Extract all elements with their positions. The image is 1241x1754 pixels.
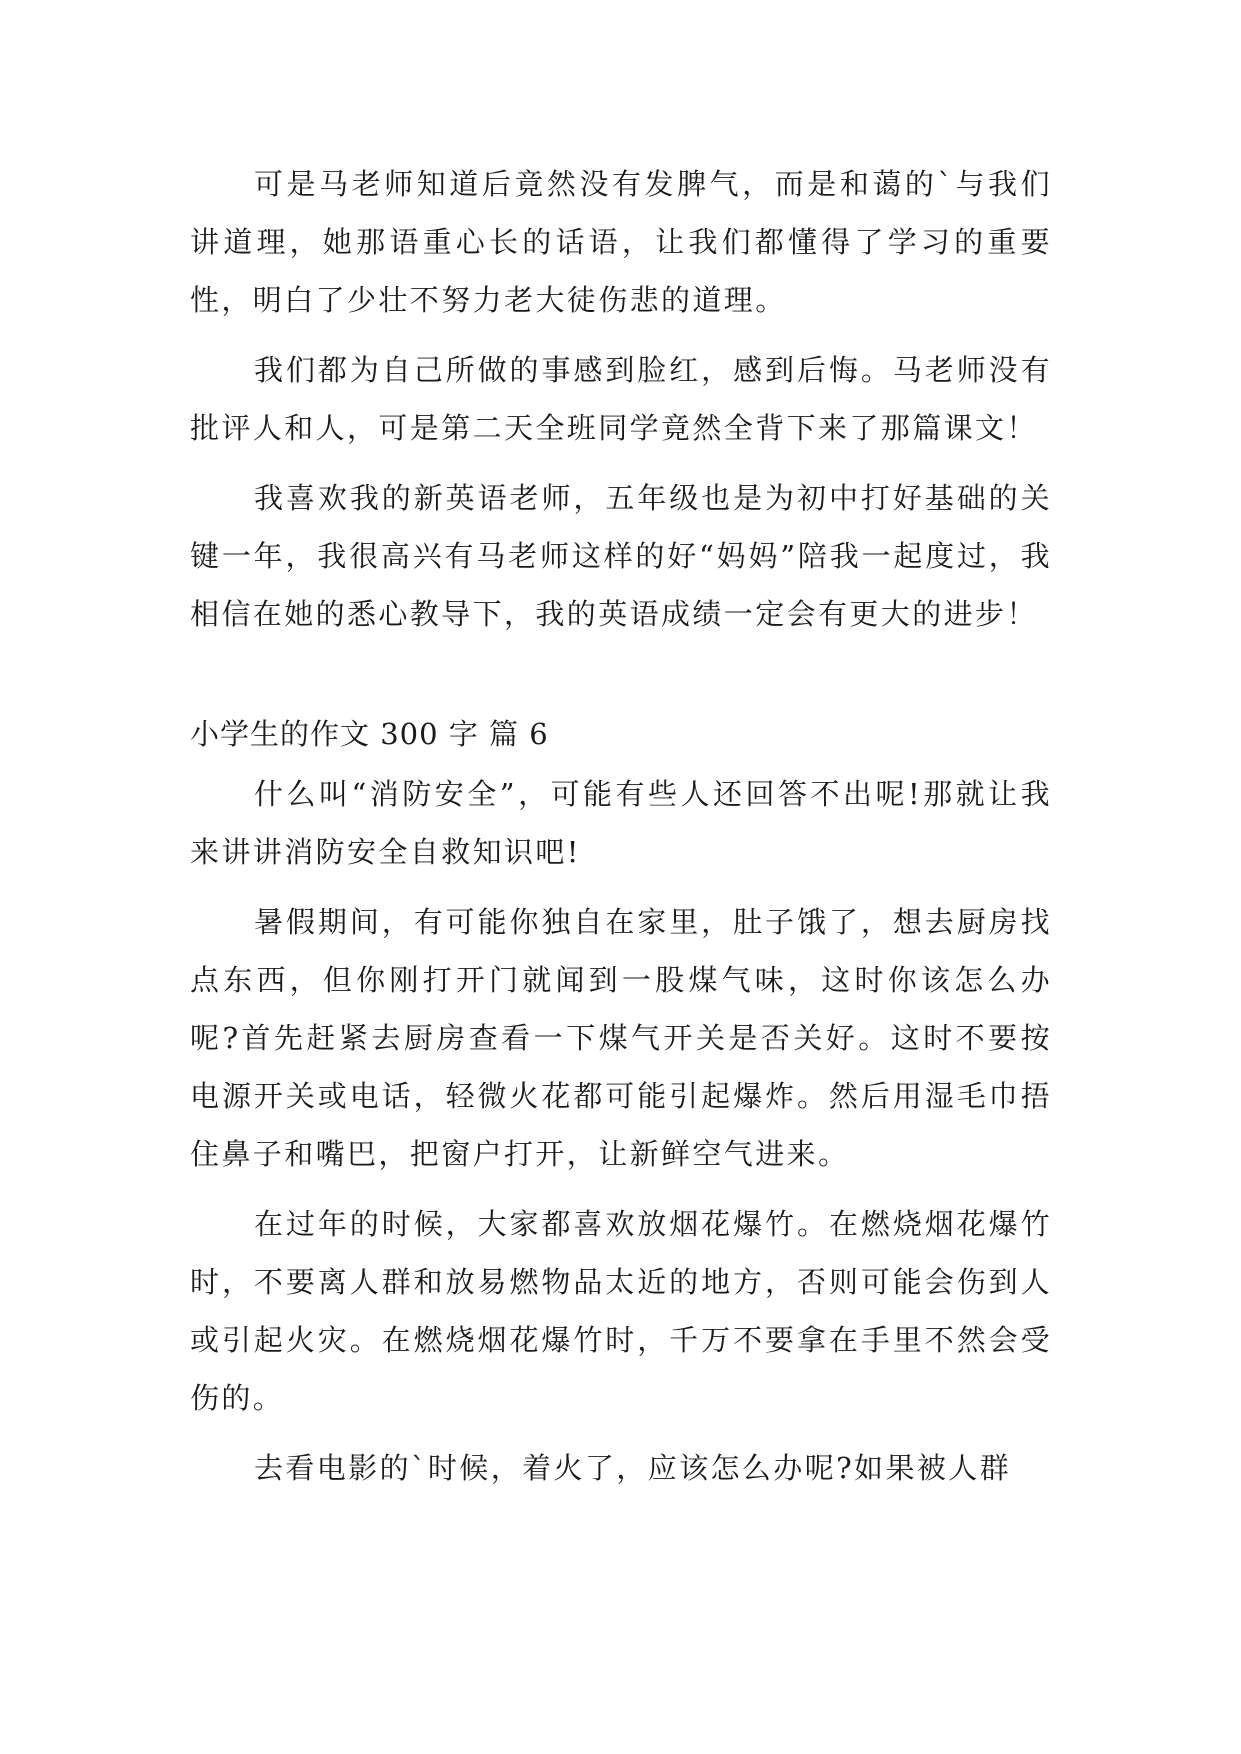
document-body: [190, 155, 1052, 1509]
paragraph-teacher-reaction: 可是马老师知道后竟然没有发脾气，而是和蔼的`与我们讲道理，她那语重心长的话语，让我们都懂得了学习的重要性，明白了少壮不努力老大徒伤悲的道理。: [190, 167, 1052, 317]
paragraph-gas-leak: 暑假期间，有可能你独自在家里，肚子饿了，想去厨房找点东西，但你刚打开门就闻到一股煤气味，这时你该怎么办呢?首先赶紧去厨房查看一下煤气开关是否关好。这时不要按电源开关或电话，轻微火花都可能引起爆炸。然后用湿毛巾捂住鼻子和嘴巴，把窗户打开，让新鲜空气进来。: [190, 905, 1052, 1171]
paragraph-cinema-fire: 去看电影的`时候，着火了，应该怎么办呢?如果被人群: [254, 1451, 1012, 1485]
paragraph-like-teacher: 我喜欢我的新英语老师，五年级也是为初中打好基础的关键一年，我很高兴有马老师这样的好“妈妈”陪我一起度过，我相信在她的悉心教导下，我的英语成绩一定会有更大的进步！: [190, 481, 1052, 631]
section-title: 小学生的作文 300 字 篇 6: [190, 717, 549, 751]
paragraph-fireworks: 在过年的时候，大家都喜欢放烟花爆竹。在燃烧烟花爆竹时，不要离人群和放易燃物品太近的地方，否则可能会伤到人或引起火灾。在燃烧烟花爆竹时，千万不要拿在手里不然会受伤的。: [190, 1207, 1052, 1415]
paragraph-class-regret: 我们都为自己所做的事感到脸红，感到后悔。马老师没有批评人和人，可是第二天全班同学竟然全背下来了那篇课文！: [190, 353, 1052, 445]
paragraph-fire-safety-intro: 什么叫“消防安全”，可能有些人还回答不出呢!那就让我来讲讲消防安全自救知识吧!: [190, 777, 1052, 869]
